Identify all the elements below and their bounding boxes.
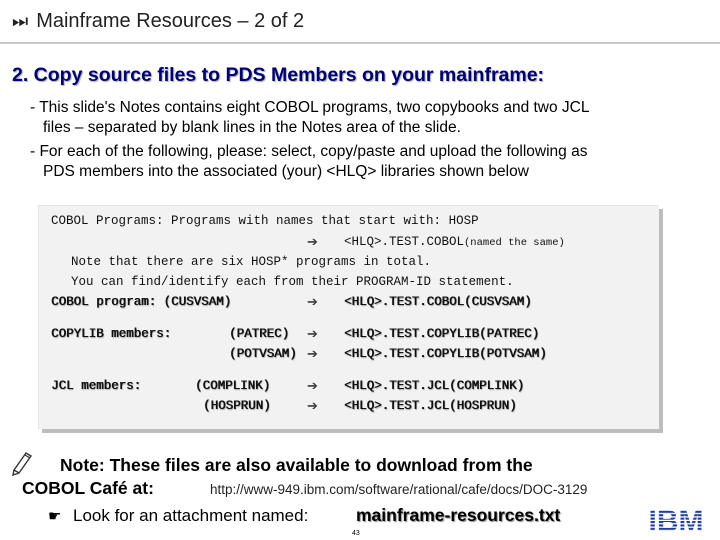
cobol-example-label: COBOL program: (CUSVSAM) <box>51 295 232 309</box>
copylib-member-1: (PATREC) <box>229 327 290 341</box>
bullet-instructions <box>30 142 710 182</box>
bullet-line: files – separated by blank lines in the Notes area of the slide. <box>43 119 461 136</box>
attachment-name: mainframe-resources.txt <box>356 505 561 525</box>
slide-title <box>12 10 304 33</box>
title-divider <box>0 42 720 44</box>
arrow-icon: ➔ <box>307 346 318 361</box>
note-line-2: You can find/identify each from their PROGRAM-ID statement. <box>71 275 514 289</box>
ibm-logo <box>640 504 712 534</box>
pointing-hand-icon: ☛ <box>48 508 62 525</box>
code-block <box>38 205 659 429</box>
jcl-target-2: <HLQ>.TEST.JCL(HOSPRUN) <box>344 399 517 413</box>
cobol-target: <HLQ>.TEST.COBOL <box>344 235 465 249</box>
copylib-target-2: <HLQ>.TEST.COPYLIB(POTVSAM) <box>344 347 547 361</box>
arrow-icon: ➔ <box>307 378 318 393</box>
copylib-target-1: <HLQ>.TEST.COPYLIB(PATREC) <box>344 327 540 341</box>
bullet-line: - For each of the following, please: select, copy/paste and upload the following as <box>30 143 588 160</box>
skip-forward-icon: ⏭ <box>12 11 29 31</box>
arrow-icon: ➔ <box>307 234 318 249</box>
jcl-target-1: <HLQ>.TEST.JCL(COMPLINK) <box>344 379 525 393</box>
copylib-label: COPYLIB members: <box>51 327 172 341</box>
cobol-example-target: <HLQ>.TEST.COBOL(CUSVSAM) <box>344 295 532 309</box>
slide-title-text: Mainframe Resources – 2 of 2 <box>36 10 305 32</box>
cobol-programs-header: COBOL Programs: Programs with names that start with: HOSP <box>51 214 479 228</box>
note-line-1: Note: These files are also available to download from the <box>60 455 533 475</box>
note-line-2: COBOL Café at: <box>22 478 154 498</box>
note-line-1: Note that there are six HOSP* programs in total. <box>71 255 432 269</box>
cafe-link[interactable]: http://www-949.ibm.com/software/rational/cafe/docs/DOC-3129 <box>210 482 588 497</box>
jcl-member-1: (COMPLINK) <box>195 379 271 393</box>
bullet-line: - This slide's Notes contains eight COBOL programs, two copybooks and two JCL <box>30 99 590 116</box>
bullet-line: PDS members into the associated (your) <HLQ> libraries shown below <box>43 163 529 180</box>
arrow-icon: ➔ <box>307 326 318 341</box>
section-heading: 2. Copy source files to PDS Members on your mainframe: <box>12 64 545 86</box>
page-number: 43 <box>352 530 360 537</box>
look-for-text: Look for an attachment named: <box>73 506 309 525</box>
arrow-icon: ➔ <box>307 294 318 309</box>
arrow-icon: ➔ <box>307 398 318 413</box>
bullet-notes-contents <box>30 98 710 138</box>
svg-text:IBM: IBM <box>648 505 704 534</box>
cobol-target-note: (named the same) <box>464 237 565 249</box>
jcl-member-2: (HOSPRUN) <box>203 399 271 413</box>
copylib-member-2: (POTVSAM) <box>229 347 297 361</box>
jcl-label: JCL members: <box>51 379 142 393</box>
